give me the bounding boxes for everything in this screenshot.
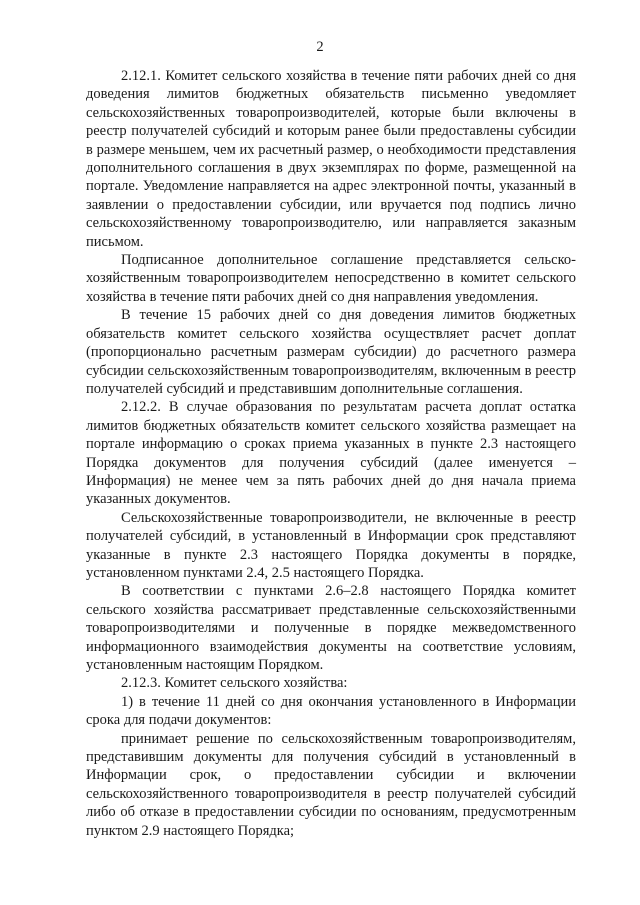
paragraph-decision: принимает решение по сельскохозяйственным товаропроизводителям, представившим документы для получения субсидий в установленный в Информации срок, о предоставлении субсидии и включении сельскохозяйственного товаропроизводителя в реестр получателей субсидий либо об отказе в предоставлении субсидии по основаниям, предусмотренным пунктом 2.9 настоящего Порядка;	[86, 730, 576, 839]
paragraph-2-12-2: 2.12.2. В случае образования по результатам расчета доплат остатка лимитов бюджетных обязательств комитет сельского хозяйства размещает на портале информацию о сроках приема указанных в пункте 2.3 настоящего Порядка документов для получения субсидий (далее именуется – Информация) не менее чем за пять рабочих дней до дня начала приема указанных документов.	[86, 399, 576, 508]
paragraph-2-12-3: 2.12.3. Комитет сельского хозяйства:	[121, 675, 348, 692]
list-item-1: 1) в течение 11 дней со дня окончания установленного в Информации срока для подачи документов:	[86, 693, 576, 729]
paragraph-document-review: В соответствии с пунктами 2.6–2.8 настоящего Порядка комитет сельского хозяйства рассматривает представленные сельскохозяйственными товаропроизводителями и полученные в порядке межведомственного информационного взаимодействия документы на соответствие условиям, установленным настоящим Порядком.	[86, 583, 576, 673]
document-body	[86, 67, 576, 840]
page-number: 2	[316, 39, 324, 55]
paragraph-surcharge-calculation: В течение 15 рабочих дней со дня доведения лимитов бюджетных обязательств комитет сельского хозяйства осуществляет расчет доплат (пропорционально расчетным размерам субсидии) до расчетного размера субсидии сельскохозяйственным товаропроизводителям, включенным в реестр получателей субсидий и представившим дополнительные соглашения.	[86, 307, 576, 397]
paragraph-signed-agreement: Подписанное дополнительное соглашение представляется сельскохозяйственным товаропроизводителем непосредственно в комитет сельского хозяйства в течение пяти рабочих дней со дня направления уведомления.	[86, 252, 576, 305]
paragraph-2-12-1: 2.12.1. Комитет сельского хозяйства в течение пяти рабочих дней со дня доведения лимитов бюджетных обязательств письменно уведомляет сельскохозяйственных товаропроизводителей, которые были включены в реестр получателей субсидий и которым ранее были предоставлены субсидии в размере меньшем, чем их расчетный размер, о необходимости представления дополнительного соглашения в двух экземплярах по форме, размещенной на портале. Уведомление направляется на адрес электронной почты, указанный в заявлении о предоставлении субсидии, или вручается под подпись лично сельскохозяйственному товаропроизводителю, или направляется заказным письмом.	[86, 68, 576, 250]
paragraph-producers-not-included: Сельскохозяйственные товаропроизводители, не включенные в реестр получателей субсидий, в установленный в Информации срок представляют указанные в пункте 2.3 настоящего Порядка документы в порядке, установленном пунктами 2.4, 2.5 настоящего Порядка.	[86, 509, 576, 581]
